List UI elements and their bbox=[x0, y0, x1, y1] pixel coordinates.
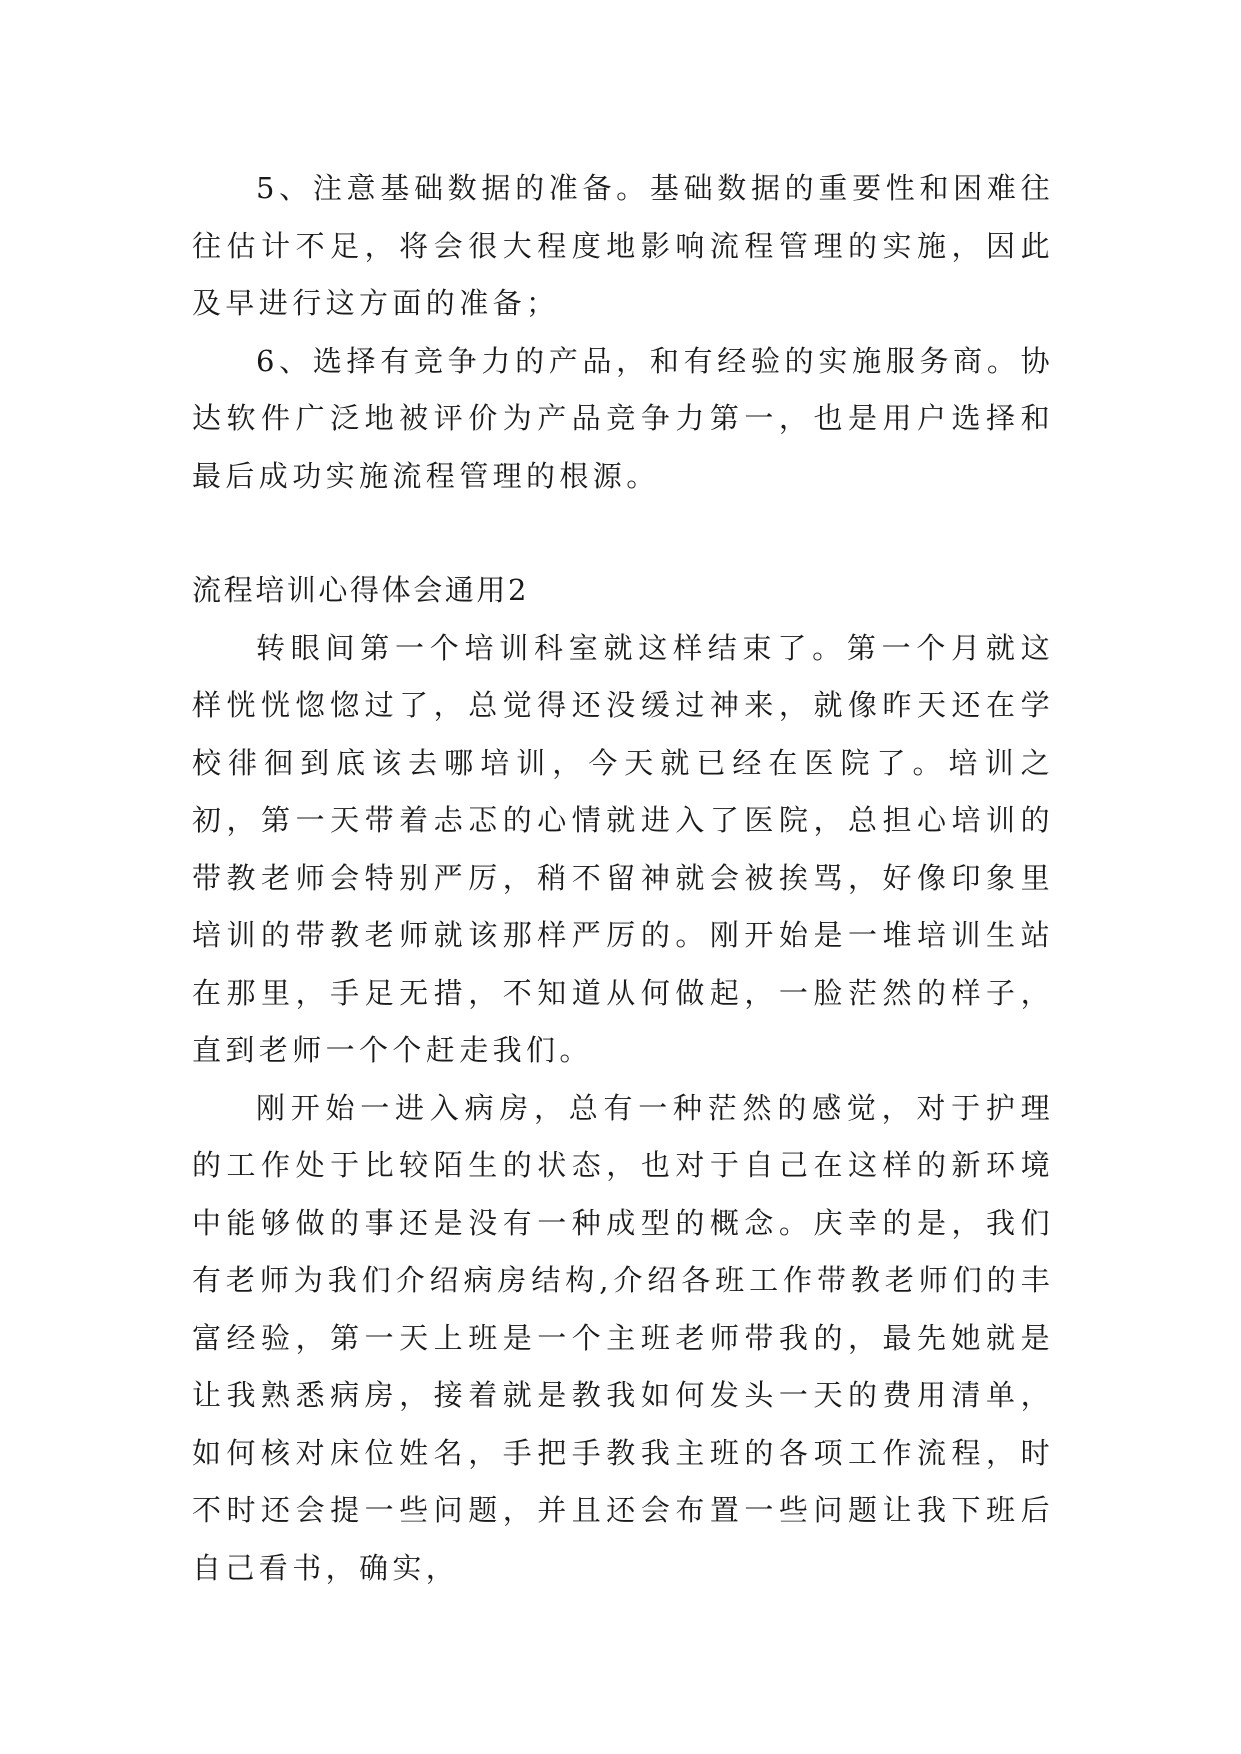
section-heading: 流程培训心得体会通用2 bbox=[192, 573, 530, 607]
document-body bbox=[192, 160, 1054, 1597]
paragraph-entering-ward: 刚开始一进入病房，总有一种茫然的感觉，对于护理的工作处于比较陌生的状态，也对于自己在这样的新环境中能够做的事还是没有一种成型的概念。庆幸的是，我们有老师为我们介绍病房结构,介绍各班工作带教老师们的丰富经验，第一天上班是一个主班老师带我的，最先她就是让我熟悉病房，接着就是教我如何发头一天的费用清单，如何核对床位姓名，手把手教我主班的各项工作流程，时不时还会提一些问题，并且还会布置一些问题让我下班后自己看书，确实， bbox=[192, 1090, 1054, 1585]
paragraph-training-first-month: 转眼间第一个培训科室就这样结束了。第一个月就这样恍恍惚惚过了，总觉得还没缓过神来，就像昨天还在学校徘徊到底该去哪培训，今天就已经在医院了。培训之初，第一天带着忐忑的心情就进入了医院，总担心培训的带教老师会特别严厉，稍不留神就会被挨骂，好像印象里培训的带教老师就该那样严厉的。刚开始是一堆培训生站在那里，手足无措，不知道从何做起，一脸茫然的样子，直到老师一个个赶走我们。 bbox=[192, 630, 1054, 1067]
paragraph-item-5: 5、注意基础数据的准备。基础数据的重要性和困难往往估计不足，将会很大程度地影响流程管理的实施，因此及早进行这方面的准备； bbox=[192, 171, 1054, 320]
paragraph-item-6: 6、选择有竞争力的产品，和有经验的实施服务商。协达软件广泛地被评价为产品竞争力第一，也是用户选择和最后成功实施流程管理的根源。 bbox=[192, 343, 1054, 493]
